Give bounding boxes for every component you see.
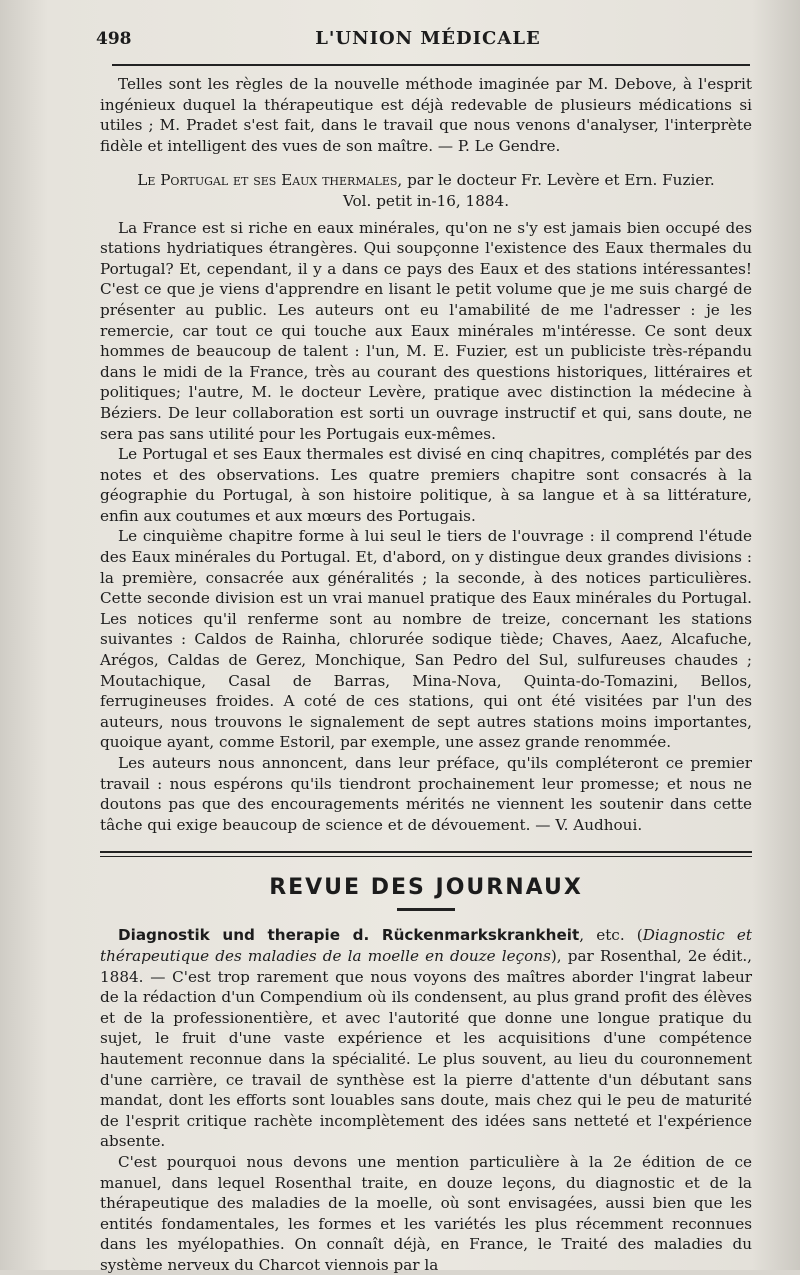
review-heading <box>100 170 752 211</box>
review-book-title: Le Portugal et ses Eaux thermales <box>137 171 398 190</box>
article-paragraph-2: C'est pourquoi nous devons une mention particulière à la 2e édition de ce manuel, dans lequel Rosenthal traite, en douze leçons, du diagnostic et de la thérapeutique des maladies de la moelle, où sont envisagées, aussi bien que les entités fondamentales, les formes et les variétés les plus récemment reconnues dans les myélopathies. On connaît déjà, en France, le Traité des maladies du système nerveux du Charcot viennois par la <box>100 1152 752 1274</box>
header-rule <box>112 64 750 66</box>
article-title: Diagnostik und therapie d. Rückenmarkskrankheit <box>118 926 580 945</box>
review-authors: , par le docteur Fr. Levère et Ern. Fuzier. <box>397 171 715 190</box>
review-paragraph-3: Le cinquième chapitre forme à lui seul le tiers de l'ouvrage : il comprend l'étude des Eaux minérales du Portugal. Et, d'abord, on y distingue deux grandes divisions : la première, consacrée aux généralités ; la seconde, à des notices particulières. Cette seconde division est un vrai manuel pratique des Eaux minérales du Portugal. Les notices qu'il renferme sont au nombre de treize, concernant les stations suivantes : Caldos de Rainha, chlorurée sodique tiède; Chaves, Aaez, Alcafuche, Arégos, Caldas de Gerez, Monchique, San Pedro del Sul, sulfureuses chaudes ; Moutachique, Casal de Barras, Mina-Nova, Quinta-do-Tomazini, Bellos, ferrugineuses froides. A coté de ces stations, qui ont été visitées par l'un des auteurs, nous trouvons le signalement de sept autres stations moins importantes, quoique ayant, comme Estoril, par exemple, une assez grande renommée. <box>100 527 752 752</box>
article-french-title: Diagnostic et thérapeutique des maladies de la moelle en douze leçons <box>100 926 752 965</box>
journal-title: L'UNION MÉDICALE <box>315 28 541 49</box>
running-header <box>96 28 760 58</box>
review-paragraph-2: Le Portugal et ses Eaux thermales est divisé en cinq chapitres, complétés par des notes et des observations. Les quatre premiers chapitre sont consacrés à la géographie du Portugal, à son histoire politique, à sa langue et à sa littérature, enfin aux coutumes et aux mœurs des Portugais. <box>100 445 752 525</box>
review-volume-info: Vol. petit in-16, 1884. <box>342 191 510 210</box>
intro-paragraph: Telles sont les règles de la nouvelle méthode imaginée par M. Debove, à l'esprit ingénieux duquel la thérapeutique est déjà redevable de plusieurs médications si utiles ; M. Pradet s'est fait, dans le travail que nous venons d'analyser, l'interprète fidèle et intelligent des vues de son maître. — P. Le Gendre. <box>100 75 752 155</box>
section-separator <box>100 851 752 857</box>
page-content <box>100 74 752 1275</box>
review-paragraph-1: La France est si riche en eaux minérales, qu'on ne s'y est jamais bien occupé des stations hydriatiques étrangères. Qui soupçonne l'existence des Eaux thermales du Portugal? Et, cependant, il y a dans ce pays des Eaux et des stations intéressantes! C'est ce que je viens d'apprendre en lisant le petit volume que je me suis chargé de présenter au public. Les auteurs ont eu l'amabilité de me l'adresser : je les remercie, car tout ce qui touche aux Eaux minérales m'intéresse. Ce sont deux hommes de beaucoup de talent : l'un, M. E. Fuzier, est un publiciste très-répandu dans le midi de la France, très au courant des questions historiques, littéraires et politiques; l'autre, M. le docteur Levère, pratique avec distinction la médecine à Béziers. De leur collaboration est sorti un ouvrage instructif et qui, sans doute, ne sera pas sans utilité pour les Portugais eux-mêmes. <box>100 218 752 443</box>
section-title-rule <box>397 908 455 911</box>
page-number: 498 <box>96 29 132 49</box>
section-title: REVUE DES JOURNAUX <box>269 875 583 901</box>
review-paragraph-4: Les auteurs nous annoncent, dans leur préface, qu'ils compléteront ce premier travail : nous espérons qu'ils tiendront prochainement leur promesse; et nous ne doutons pas que des encouragements mérités ne viennent les soutenir dans cette tâche qui exige beaucoup de science et de dévouement. — V. Audhoui. <box>100 754 752 834</box>
article-paragraph-1: Diagnostik und therapie d. Rückenmarkskrankheit, etc. (Diagnostic et thérapeutique des maladies de la moelle en douze leçons), par Rosenthal, 2e édit., 1884. — C'est trop rarement que nous voyons des maîtres aborder l'ingrat labeur de la rédaction d'un Compendium où ils condensent, au plus grand profit des élèves et de la professionentière, et avec l'autorité que donne une longue pratique du sujet, le fruit d'une vaste expérience et les acquisitions d'une compétence hautement reconnue dans la spécialité. Le plus souvent, au lieu du couronnement d'une carrière, ce travail de synthèse est la pierre d'attente d'un débutant sans mandat, dont les efforts sont louables sans doute, mais chez qui le peu de maturité de l'esprit critique rachète incomplètement des idées sans netteté et l'expérience absente. <box>100 926 752 1151</box>
